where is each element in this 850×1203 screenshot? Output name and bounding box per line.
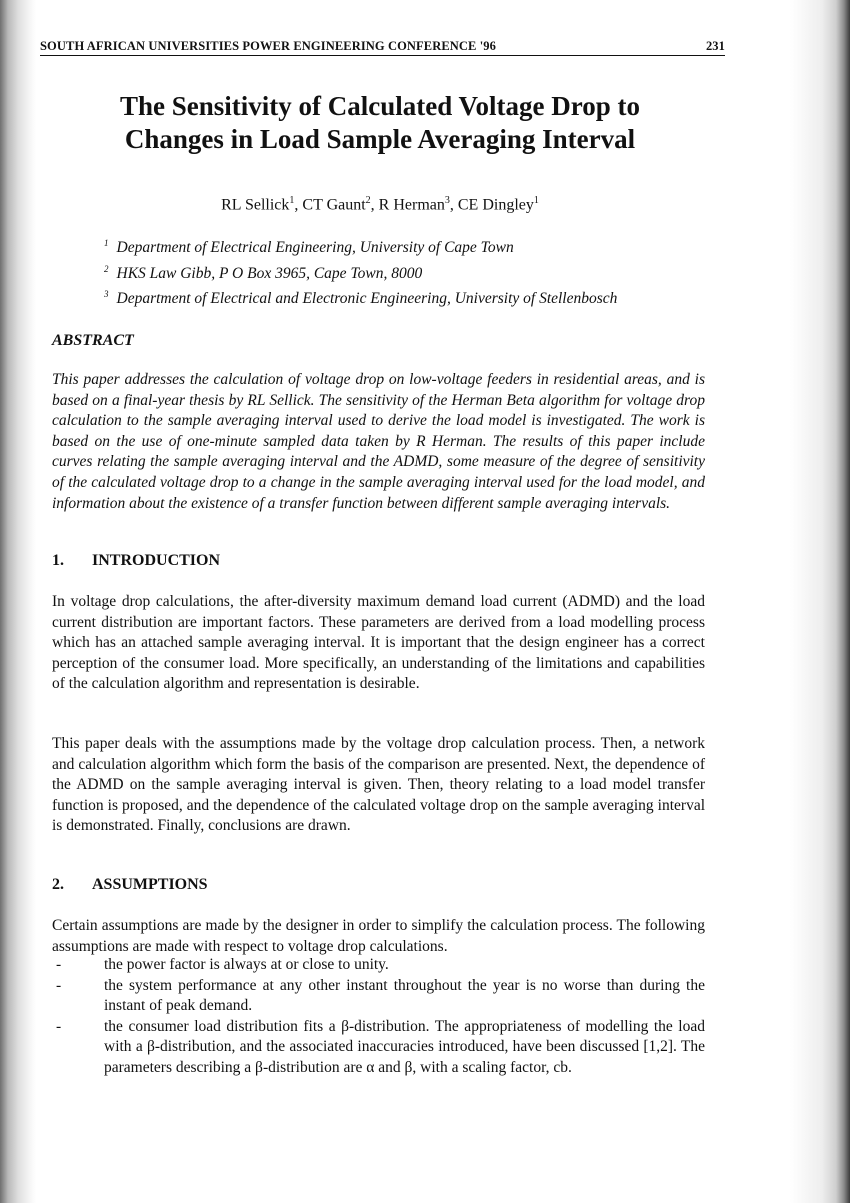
section-title: ASSUMPTIONS — [92, 876, 208, 893]
affiliation-text: Department of Electrical and Electronic Engineering, University of Stellenbosch — [116, 290, 618, 308]
title-line-2: Changes in Load Sample Averaging Interval — [124, 124, 636, 154]
abstract-text: This paper addresses the calculation of voltage drop on low-voltage feeders in residential areas, and is based on a final-year thesis by RL Sellick. The sensitivity of the Herman Beta algorithm for voltage drop calculation to the sample averaging interval used to derive the load model is investigated. The work is based on the use of one-minute sampled data taken by R Herman. The results of this paper include curves relating the sample averaging interval and the ADMD, some measure of the degree of sensitivity of the calculated voltage drop to a change in the sample averaging interval used for the load model, and information about the existence of a transfer function between different sample averaging intervals. — [52, 371, 705, 512]
bullet-dash: - — [56, 1017, 62, 1035]
bullet-dash: - — [56, 976, 62, 994]
abstract-heading: ABSTRACT — [52, 332, 134, 349]
section-number: 2. — [52, 876, 64, 893]
affiliation — [104, 284, 724, 310]
list-item — [52, 976, 705, 1017]
list-item-text: the consumer load distribution fits a β-distribution. The appropriateness of modelling the load with a β-distribution, and the associated inaccuracies introduced, have been discussed [1,2]. The parameters describing a β-distribution are α and β, with a scaling factor, cb. — [104, 1017, 705, 1076]
author-affil-mark: 2 — [365, 195, 371, 206]
author-affil-mark: 3 — [444, 195, 450, 206]
conference-name: SOUTH AFRICAN UNIVERSITIES POWER ENGINEERING CONFERENCE '96 — [40, 39, 496, 53]
paper-title — [60, 90, 700, 156]
assumptions-paragraph: Certain assumptions are made by the designer in order to simplify the calculation process. The following assumptions are made with respect to voltage drop calculations. — [52, 917, 705, 955]
affiliation — [104, 259, 724, 285]
section-heading-introduction — [52, 552, 220, 570]
section-number: 1. — [52, 552, 64, 569]
author-affil-mark: 1 — [289, 195, 295, 206]
running-header — [40, 38, 725, 56]
affiliation-list — [104, 233, 724, 310]
affiliation-text: Department of Electrical Engineering, University of Cape Town — [116, 239, 514, 257]
affiliation-mark: 3 — [104, 289, 109, 300]
list-item-text: the system performance at any other instant throughout the year is no worse than during the instant of peak demand. — [104, 976, 705, 1015]
title-line-1: The Sensitivity of Calculated Voltage Drop to — [119, 91, 640, 121]
list-item — [52, 955, 705, 976]
affiliation — [104, 233, 724, 259]
list-item-text: the power factor is always at or close to unity. — [104, 956, 389, 973]
list-item — [52, 1017, 705, 1079]
assumption-list — [52, 955, 705, 1079]
author-name: R Herman — [378, 196, 445, 214]
bullet-dash: - — [56, 956, 62, 973]
intro-paragraph-1: In voltage drop calculations, the after-diversity maximum demand load current (ADMD) and the load current distribution are important factors. These parameters are derived from a load modelling process which has an attached sample averaging interval. It is important that the design engineer has a correct perception of the consumer load. More specifically, an understanding of the limitations and capabilities of the calculation algorithm and representation is desirable. — [52, 593, 705, 693]
author-name: CE Dingley — [457, 196, 534, 214]
author-affil-mark: 1 — [533, 195, 539, 206]
section-title: INTRODUCTION — [92, 552, 221, 569]
page-number: 231 — [705, 39, 725, 53]
affiliation-mark: 1 — [104, 238, 109, 248]
affiliation-text: HKS Law Gibb, P O Box 3965, Cape Town, 8000 — [116, 264, 423, 282]
affiliation-mark: 2 — [104, 263, 109, 274]
section-heading-assumptions — [52, 876, 208, 894]
intro-paragraph-2: This paper deals with the assumptions made by the voltage drop calculation process. Then, a network and calculation algorithm which form the basis of the comparison are presented. Next, the dependence of the ADMD on the sample averaging interval is given. Then, theory relating to a load model transfer function is proposed, and the dependence of the calculated voltage drop on the sample averaging interval is demonstrated. Finally, conclusions are drawn. — [52, 735, 705, 835]
author-name: CT Gaunt — [302, 196, 366, 214]
author-name: RL Sellick — [221, 196, 290, 214]
author-list: RL Sellick$^1$, CT Gaunt$^2$, R Herman$^3$, CE Dingley$^1$ — [221, 195, 539, 214]
